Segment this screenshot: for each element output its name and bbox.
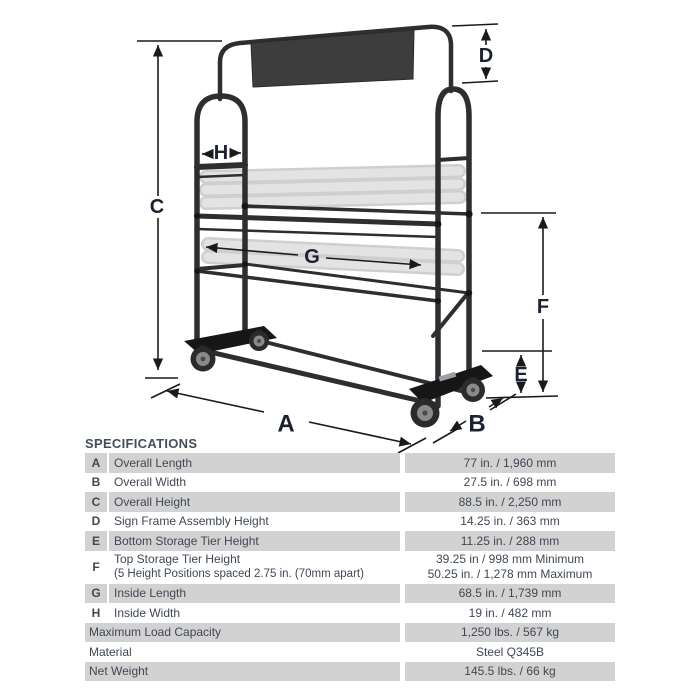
spec-row-sign-frame-height (85, 512, 615, 532)
casters (184, 326, 493, 428)
spec-label: Bottom Storage Tier Height (109, 531, 400, 551)
spec-value: 68.5 in. / 1,739 mm (405, 584, 615, 604)
spec-row-inside-length (85, 584, 615, 604)
spec-key: C (85, 492, 107, 512)
spec-label: Net Weight (85, 662, 400, 682)
spec-label: Overall Height (109, 492, 400, 512)
spec-value: 145.5 lbs. / 66 kg (405, 662, 615, 682)
spec-label: Material (89, 644, 132, 659)
spec-value (405, 551, 615, 584)
spec-value-line1: 39.25 in / 998 mm Minimum (435, 552, 585, 566)
spec-key: H (91, 605, 101, 620)
spec-key: A (85, 453, 107, 473)
spec-key: D (91, 514, 101, 529)
spec-label: Inside Length (109, 584, 400, 604)
spec-value: Steel Q345B (475, 644, 545, 659)
spec-row-overall-length (85, 453, 615, 473)
specifications-table (85, 453, 615, 681)
spec-row-net-weight (85, 662, 615, 682)
spec-label: Sign Frame Assembly Height (114, 514, 269, 529)
spec-value-line2: 50.25 in. / 1,278 mm Maximum (427, 567, 593, 581)
spec-key: F (92, 560, 100, 574)
dim-label-c: C (149, 196, 165, 218)
dim-label-e: E (514, 364, 528, 386)
spec-row-overall-width (85, 473, 615, 493)
spec-value: 14.25 in. / 363 mm (460, 514, 560, 529)
spec-row-top-tier-height (85, 551, 615, 584)
spec-value: 1,250 lbs. / 567 kg (405, 623, 615, 643)
spec-label: Inside Width (114, 605, 181, 620)
spec-row-overall-height (85, 492, 615, 512)
dim-label-g: G (304, 246, 320, 268)
sign-frame (220, 27, 451, 99)
dimension-lines (137, 24, 558, 453)
spec-row-inside-width (85, 603, 615, 623)
spec-key: B (91, 475, 101, 490)
spec-label (109, 551, 400, 584)
spec-value: 27.5 in. / 698 mm (463, 475, 557, 490)
spec-value: 88.5 in. / 2,250 mm (405, 492, 615, 512)
specifications-title: SPECIFICATIONS (85, 436, 198, 451)
spec-key: E (85, 531, 107, 551)
spec-row-max-load (85, 623, 615, 643)
dim-label-a: A (277, 410, 295, 438)
spec-label: Overall Width (114, 475, 187, 490)
spec-value: 11.25 in. / 288 mm (405, 531, 615, 551)
dim-label-d: D (478, 45, 494, 67)
spec-label: Overall Length (109, 453, 400, 473)
spec-row-bottom-tier-height (85, 531, 615, 551)
spec-value: 77 in. / 1,960 mm (405, 453, 615, 473)
spec-label: Maximum Load Capacity (85, 623, 400, 643)
spec-label-line1: Top Storage Tier Height (114, 552, 241, 567)
dim-label-f: F (536, 296, 550, 318)
spec-value: 19 in. / 482 mm (468, 605, 552, 620)
spec-label-line2: (5 Height Positions spaced 2.75 in. (70mm apart) (114, 568, 364, 581)
spec-key: G (85, 584, 107, 604)
dim-label-b: B (468, 410, 486, 438)
dim-label-h: H (213, 142, 229, 164)
spec-row-material (85, 642, 615, 662)
